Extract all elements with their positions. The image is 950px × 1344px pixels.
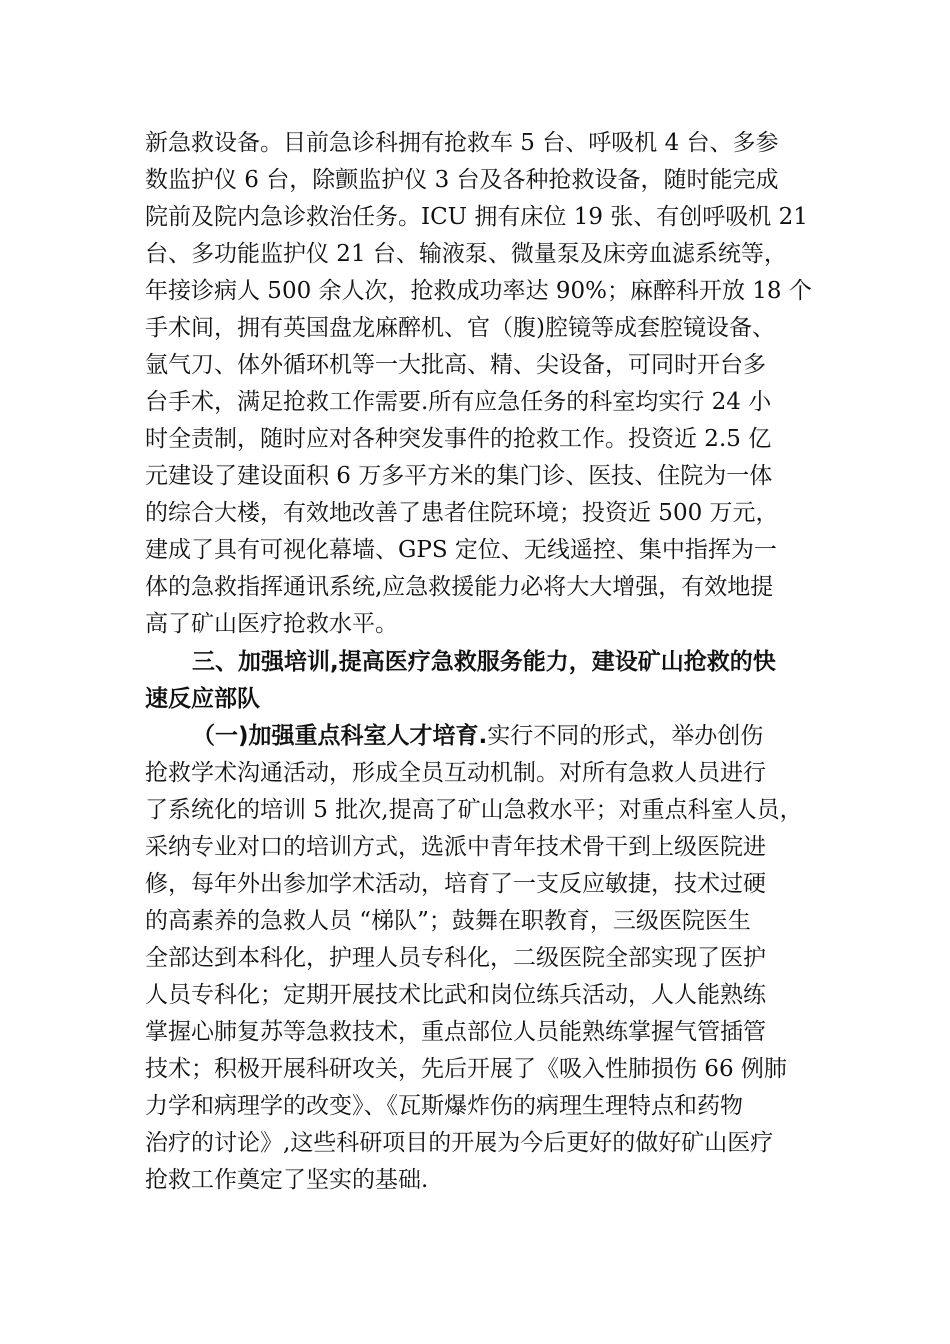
paragraph-1-line: 高了矿山医疗抢救水平。 — [145, 611, 398, 637]
paragraph-1-line: 时全责制，随时应对各种突发事件的抢救工作。投资近 2.5 亿 — [145, 426, 772, 452]
paragraph-1-line: 台手术，满足抢救工作需要.所有应急任务的科室均实行 24 小 — [145, 389, 772, 415]
paragraph-2-line: 掌握心肺复苏等急救技术，重点部位人员能熟练掌握气管插管 — [145, 1019, 766, 1045]
paragraph-1-line: 手术间，拥有英国盘龙麻醉机、官（腹)腔镜等成套腔镜设备、 — [145, 315, 775, 341]
paragraph-2-line: 人员专科化；定期开展技术比武和岗位练兵活动，人人能熟练 — [145, 982, 766, 1008]
paragraph-1-line: 院前及院内急诊救治任务。ICU 拥有床位 19 张、有创呼吸机 21 — [145, 204, 808, 230]
paragraph-1-line: 的综合大楼，有效地改善了患者住院环境；投资近 500 万元， — [145, 500, 779, 526]
section-heading: 三、加强培训,提高医疗急救服务能力，建设矿山抢救的快 — [192, 649, 776, 675]
paragraph-1-line: 台、多功能监护仪 21 台、输液泵、微量泵及床旁血滤系统等， — [145, 241, 787, 267]
paragraph-2-line: 技术；积极开展科研攻关，先后开展了《吸入性肺损伤 66 例肺 — [145, 1056, 787, 1082]
paragraph-2-line: 了系统化的培训 5 批次,提高了矿山急救水平；对重点科室人员， — [145, 797, 803, 823]
paragraph-2-line: 抢救工作奠定了坚实的基础. — [145, 1167, 429, 1193]
paragraph-2-line: 的高素养的急救人员 “梯队”；鼓舞在职教育，三级医院医生 — [145, 908, 751, 934]
paragraph-2-first-line-text: 实行不同的形式，举办创伤 — [487, 723, 764, 749]
paragraph-2-line: 治疗的讨论》,这些科研项目的开展为今后更好的做好矿山医疗 — [145, 1130, 774, 1156]
paragraph-1-line: 新急救设备。目前急诊科拥有抢救车 5 台、呼吸机 4 台、多参 — [145, 130, 779, 156]
paragraph-1-line: 数监护仪 6 台，除颤监护仪 3 台及各种抢救设备，随时能完成 — [145, 167, 779, 193]
paragraph-2-first-line — [192, 717, 815, 755]
paragraph-1-line: 氩气刀、体外循环机等一大批高、精、尖设备，可同时开台多 — [145, 352, 766, 378]
paragraph-2-line: 全部达到本科化，护理人员专科化，二级医院全部实现了医护 — [145, 945, 766, 971]
paragraph-2-line: 采纳专业对口的培训方式，选派中青年技术骨干到上级医院进 — [145, 834, 766, 860]
paragraph-1-line: 体的急救指挥通讯系统,应急救援能力必将大大增强，有效地提 — [145, 574, 774, 600]
paragraph-1-line: 年接诊病人 500 余人次，抢救成功率达 90%；麻醉科开放 18 个 — [145, 278, 812, 304]
section-heading-continued: 速反应部队 — [145, 686, 260, 712]
paragraph-1-line: 元建设了建设面积 6 万多平方米的集门诊、医技、住院为一体 — [145, 463, 773, 489]
paragraph-1-line: 建成了具有可视化幕墙、GPS 定位、无线遥控、集中指挥为一 — [145, 537, 777, 563]
subsection-title: （一)加强重点科室人才培育. — [192, 723, 488, 749]
paragraph-2-line: 力学和病理学的改变》、《瓦斯爆炸伤的病理生理特点和药物 — [145, 1093, 743, 1119]
paragraph-2-line: 修，每年外出参加学术活动，培育了一支反应敏捷，技术过硬 — [145, 871, 766, 897]
paragraph-2-line: 抢救学术沟通活动，形成全员互动机制。对所有急救人员进行 — [145, 760, 766, 786]
